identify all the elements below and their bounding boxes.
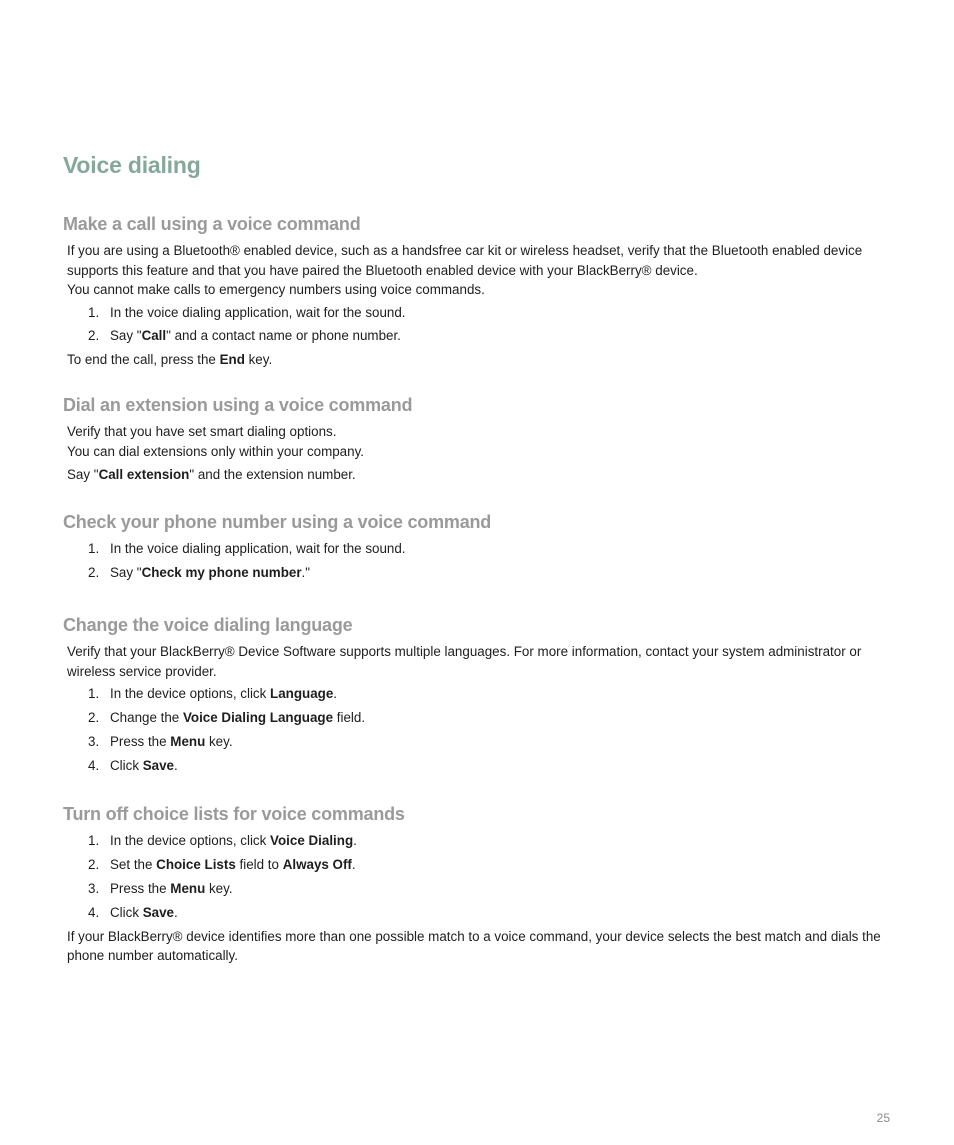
list-item	[63, 855, 903, 875]
section-make-call	[63, 212, 903, 370]
section-check-number	[63, 510, 903, 587]
step-text: Click	[110, 904, 143, 920]
list-item	[63, 708, 903, 728]
step-text: .	[353, 833, 357, 848]
step-number: 1.	[88, 304, 100, 320]
ui-label: Voice Dialing Language	[182, 709, 334, 725]
page-title: Voice dialing	[63, 152, 201, 178]
list-item	[63, 563, 903, 583]
step-text: In the device options, click	[110, 686, 271, 701]
outro-paragraph	[67, 350, 903, 370]
ui-label: Choice Lists	[156, 856, 236, 872]
ui-label: Save	[142, 904, 175, 920]
section-heading: Dial an extension using a voice command	[63, 395, 413, 415]
ui-label: Language	[270, 686, 334, 701]
key-name: End	[219, 352, 245, 368]
outro-paragraph: If your BlackBerry® device identifies more than one possible match to a voice command, your device selects the best match and dials the phone number automatically.	[67, 928, 881, 964]
intro-paragraph: Verify that your BlackBerry® Device Software supports multiple languages. For more information, contact your system administrator or wireless service provider.	[67, 644, 862, 679]
body-paragraph	[67, 465, 903, 485]
step-text: Change the	[110, 709, 183, 725]
step-number: 3.	[88, 733, 100, 749]
list-item	[63, 831, 903, 851]
list-item	[63, 879, 903, 899]
step-number: 1.	[88, 833, 100, 848]
step-text: field to	[235, 856, 283, 872]
body-text: Say "	[67, 467, 99, 482]
step-number: 4.	[88, 904, 100, 920]
step-text: Press the	[110, 880, 171, 896]
section-choice-lists	[63, 802, 903, 966]
step-text: ."	[301, 564, 311, 580]
section-heading: Make a call using a voice command	[63, 214, 361, 234]
key-name: Menu	[170, 733, 206, 749]
step-text: .	[351, 856, 356, 872]
step-number: 2.	[88, 856, 100, 872]
step-list	[63, 539, 903, 582]
intro-paragraph: Verify that you have set smart dialing options.	[67, 424, 337, 439]
ui-label: Voice Dialing	[270, 833, 354, 848]
step-text: Press the	[110, 733, 171, 749]
command-keyword: Check my phone number	[141, 564, 302, 580]
list-item	[63, 903, 903, 923]
list-item	[63, 303, 903, 323]
page-number: 25	[876, 1111, 890, 1125]
step-text: Set the	[110, 856, 157, 872]
step-number: 2.	[88, 564, 100, 580]
intro-paragraph: If you are using a Bluetooth® enabled device, such as a handsfree car kit or wireless headset, verify that the Bluetooth enabled device supports this feature and that you have paired the Bluetooth enabled device with your BlackBerry® device.	[67, 243, 863, 278]
list-item	[63, 756, 903, 776]
step-text: In the voice dialing application, wait for the sound.	[110, 541, 406, 556]
command-keyword: Call	[141, 328, 167, 344]
outro-text: To end the call, press the	[67, 352, 220, 368]
section-heading: Change the voice dialing language	[63, 615, 353, 635]
step-number: 1.	[88, 686, 100, 701]
step-number: 3.	[88, 880, 100, 896]
ui-label: Always Off	[282, 856, 352, 872]
list-item	[63, 684, 903, 704]
step-text: In the voice dialing application, wait for the sound.	[110, 304, 406, 320]
intro-paragraph: You cannot make calls to emergency numbers using voice commands.	[67, 282, 485, 297]
step-list	[63, 831, 903, 922]
outro-text: key.	[244, 352, 273, 368]
step-text: Say "	[110, 328, 142, 344]
step-text: Click	[110, 757, 143, 773]
step-text: " and a contact name or phone number.	[166, 328, 401, 344]
intro-paragraph: You can dial extensions only within your company.	[67, 443, 364, 459]
step-number: 1.	[88, 541, 100, 556]
step-text: .	[333, 686, 338, 701]
key-name: Menu	[170, 880, 206, 896]
step-list	[63, 684, 903, 775]
ui-label: Save	[142, 757, 175, 773]
step-number: 4.	[88, 757, 100, 773]
body-text: " and the extension number.	[189, 467, 356, 482]
step-list	[63, 303, 903, 346]
section-dial-extension	[63, 393, 903, 485]
step-text: key.	[205, 733, 233, 749]
list-item	[63, 326, 903, 346]
list-item	[63, 539, 903, 559]
section-heading: Check your phone number using a voice command	[63, 512, 492, 532]
step-text: In the device options, click	[110, 833, 271, 848]
step-text: field.	[333, 709, 366, 725]
step-text: .	[174, 904, 178, 920]
section-change-language	[63, 613, 903, 780]
section-heading: Turn off choice lists for voice commands	[63, 804, 405, 824]
step-number: 2.	[88, 709, 100, 725]
step-text: .	[174, 757, 178, 773]
step-text: Say "	[110, 564, 142, 580]
step-number: 2.	[88, 328, 100, 344]
list-item	[63, 732, 903, 752]
step-text: key.	[205, 880, 233, 896]
command-keyword: Call extension	[98, 467, 190, 482]
